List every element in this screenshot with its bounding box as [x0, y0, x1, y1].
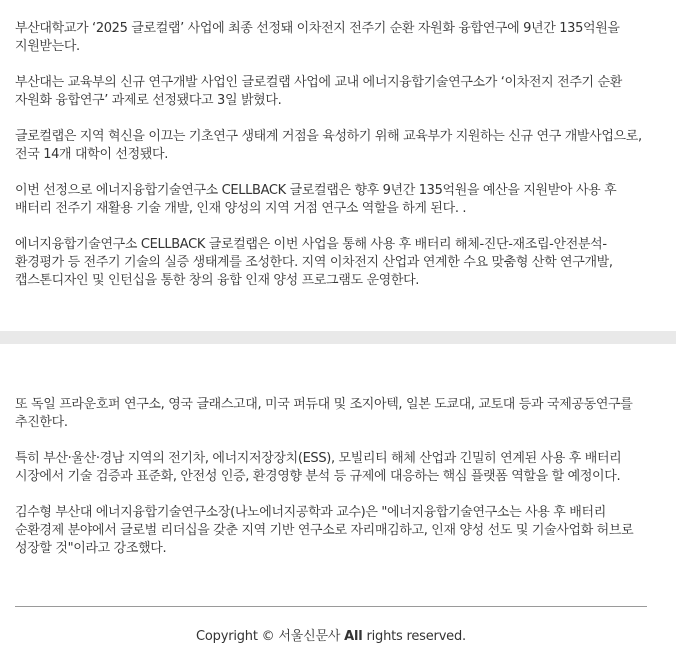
article-paragraph: 김수형 부산대 에너지융합기술연구소장(나노에너지공학과 교수)은 "에너지융합기술연구소는 사용 후 배터리 순환경제 분야에서 글로벌 리더십을 갖춘 지역 기반 연구소로 자리매김하고, 인재 양성 선도 및 기술사업화 허브로 성장할 것"이라고 강조했다. [15, 505, 634, 556]
article-paragraph: 글로컬랩은 지역 혁신을 이끄는 기초연구 생태계 거점을 육성하기 위해 교육부가 지원하는 신규 연구 개발사업으로, 전국 14개 대학이 선정됐다. [15, 129, 642, 162]
copyright-rights: rights reserved. [366, 629, 466, 644]
article-paragraph: 특히 부산·울산·경남 지역의 전기차, 에너지저장장치(ESS), 모빌리티 해체 산업과 긴밀히 연계된 사용 후 배터리 시장에서 기술 검증과 표준화, 안전성 인증, 환경영향 분석 등 규제에 대응하는 핵심 플랫폼 역할을 할 예정이다. [15, 451, 622, 484]
article-paragraph: 부산대학교가 ‘2025 글로컬랩’ 사업에 최종 선정돼 이차전지 전주기 순환 자원화 융합연구에 9년간 135억원을 지원받는다. [15, 21, 620, 54]
article-body-bottom [15, 396, 655, 558]
footer-divider [15, 606, 647, 607]
copyright-all: All [344, 629, 363, 644]
copyright-notice [0, 628, 662, 646]
article-body-top [15, 20, 655, 290]
copyright-prefix: Copyright © [196, 629, 275, 644]
article-paragraph: 또 독일 프라운호퍼 연구소, 영국 글래스고대, 미국 퍼듀대 및 조지아텍, 일본 도쿄대, 교토대 등과 국제공동연구를 추진한다. [15, 397, 633, 430]
ad-divider-band [0, 331, 676, 344]
article-paragraph: 에너지융합기술연구소 CELLBACK 글로컬랩은 이번 사업을 통해 사용 후 배터리 해체-진단-재조립-안전분석-환경평가 등 전주기 기술의 실증 생태계를 조성한다. 지역 이차전지 산업과 연계한 수요 맞춤형 산학 연구개발, 캡스톤디자인 및 인턴십을 통한 창의 융합 인재 양성 프로그램도 운영한다. [15, 237, 613, 288]
article-paragraph: 이번 선정으로 에너지융합기술연구소 CELLBACK 글로컬랩은 향후 9년간 135억원을 예산을 지원받아 사용 후 배터리 전주기 재활용 기술 개발, 인재 양성의 지역 거점 연구소 역할을 하게 된다. . [15, 183, 617, 216]
publisher-name: 서울신문사 [278, 629, 341, 644]
article-paragraph: 부산대는 교육부의 신규 연구개발 사업인 글로컬랩 사업에 교내 에너지융합기술연구소가 ‘이차전지 전주기 순환 자원화 융합연구’ 과제로 선정됐다고 3일 밝혔다. [15, 75, 622, 108]
